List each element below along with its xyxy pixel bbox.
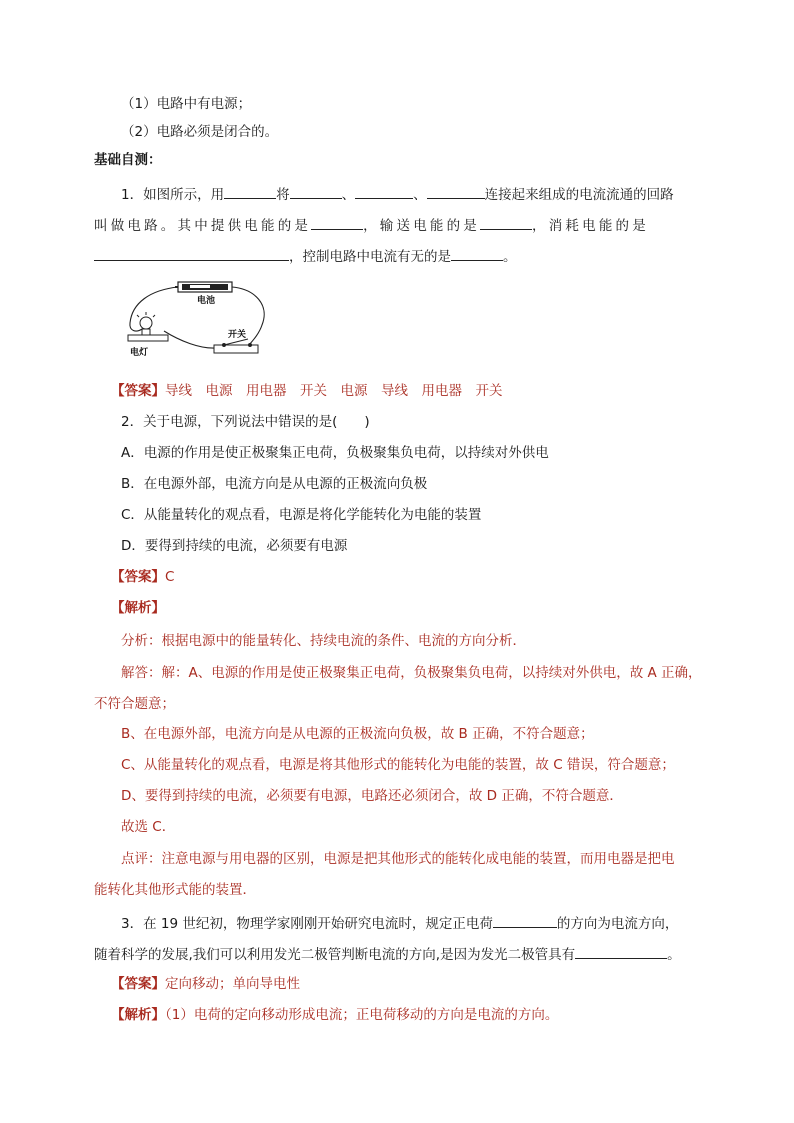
q2-analysis-line: 分析：根据电源中的能量转化、持续电流的条件、电流的方向分析． [121,633,526,649]
answer-label: 【答案】 [111,569,165,585]
lamp-label: 电灯 [130,348,149,358]
q3-text: 随着科学的发展,我们可以利用发光二极管判断电流的方向,是因为发光二极管具有 [94,947,576,963]
q1-answer [111,381,503,401]
analysis-text: （1）电荷的定向移动形成电流；正电荷移动的方向是电流的方向。 [165,1007,559,1023]
q1-text: 。 [503,249,517,265]
q3-text: 3．在 19 世纪初，物理学家刚刚开始研究电流时，规定正电荷 [121,916,493,932]
q1-line-3 [94,245,517,267]
q3-answer [111,974,300,994]
q1-line-2 [94,214,649,236]
q2-analysis-line: C、从能量转化的观点看，电源是将其他形式的能转化为电能的装置，故 C 错误，符合题意； [121,757,675,773]
q1-text: ，输送电能的是 [363,218,481,234]
section-title: 基础自测： [94,152,162,168]
lamp-icon [128,312,168,341]
q2-analysis-line: 点评：注意电源与用电器的区别，电源是把其他形式的能转化成电能的装置，而用电器是把电 [121,851,675,867]
q1-blank-2 [290,183,342,199]
q2-analysis-line: D、要得到持续的电流，必须要有电源，电路还必须闭合，故 D 正确，不符合题意． [121,788,623,804]
q1-blank-3 [355,183,413,199]
q1-text: 连接起来组成的电流流通的回路 [484,187,674,203]
q1-number: 1． [121,187,144,203]
q1-text: ，消耗电能的是 [532,218,649,234]
switch-label: 开关 [228,330,247,340]
q2-stem: 2．关于电源，下列说法中错误的是( ) [121,414,370,430]
q1-text: 将 [276,187,290,203]
q2-option-a: A．电源的作用是使正极聚集正电荷，负极聚集负电荷，以持续对外供电 [121,445,549,461]
q1-text: 、 [413,187,427,203]
q2-option-c: C．从能量转化的观点看，电源是将化学能转化为电能的装置 [121,507,482,523]
q3-blank-1 [493,912,557,928]
q1-blank-6 [480,214,532,230]
q2-analysis-line: B、在电源外部，电流方向是从电源的正极流向负极，故 B 正确，不符合题意； [121,726,594,742]
answer-label: 【答案】 [111,383,165,399]
q2-analysis-line: 故选 C． [121,819,176,835]
q3-line-1 [121,912,678,934]
q1-blank-5 [311,214,363,230]
q3-text: 的方向为电流方向， [556,916,679,932]
q2-option-b: B．在电源外部，电流方向是从电源的正极流向负极 [121,476,428,492]
battery-label: 电池 [197,296,216,306]
q2-answer [111,567,174,587]
q1-blank-7 [94,245,289,261]
switch-icon [214,339,258,353]
q2-analysis-label: 【解析】 [111,600,165,616]
answer-label: 【答案】 [111,976,165,992]
q3-analysis [111,1005,558,1025]
answer-text: 定向移动；单向导电性 [165,976,300,992]
q1-blank-4 [427,183,485,199]
intro-line-1: （1）电路中有电源； [121,96,252,112]
q1-blank-1 [224,183,276,199]
q1-line-1 [121,183,674,205]
circuit-diagram [120,275,280,365]
intro-line-2: （2）电路必须是闭合的。 [121,124,279,140]
q3-blank-2 [575,943,667,959]
answer-text: 导线 电源 用电器 开关 电源 导线 用电器 开关 [165,383,503,399]
analysis-label: 【解析】 [111,1007,165,1023]
q1-blank-8 [451,245,503,261]
q1-text: 叫做电路。其中提供电能的是 [94,218,312,234]
q1-text: 如图所示，用 [143,187,225,203]
q3-text: 。 [667,947,681,963]
battery-icon [175,282,232,292]
q2-analysis-line: 解答：解：A、电源的作用是使正极聚集正电荷，负极聚集负电荷，以持续对外供电，故 A 正确， [121,665,702,681]
q2-analysis-line: 能转化其他形式能的装置． [94,882,256,898]
q1-text: 、 [341,187,356,203]
q2-option-d: D．要得到持续的电流，必须要有电源 [121,538,348,554]
q1-text: ，控制电路中电流有无的是 [289,249,451,265]
answer-text: C [165,569,175,585]
q3-line-2 [94,943,681,965]
q2-analysis-line: 不符合题意； [94,696,175,712]
